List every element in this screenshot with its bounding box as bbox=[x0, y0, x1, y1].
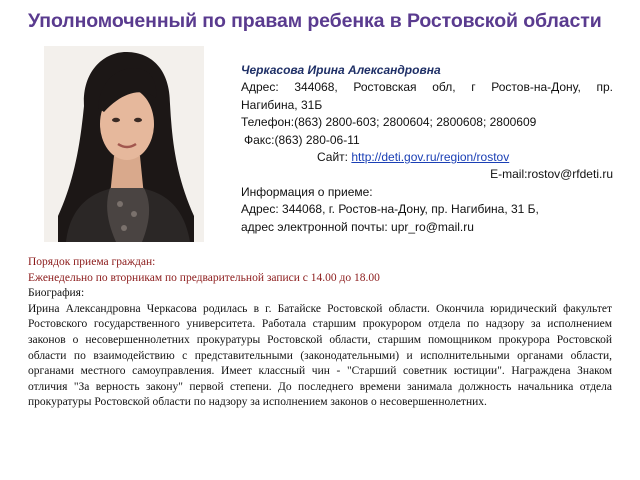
email: E-mail:rostov@rfdeti.ru bbox=[490, 167, 613, 182]
site-label: Сайт: bbox=[317, 150, 349, 165]
biography-heading: Биография: bbox=[28, 287, 85, 300]
reception-address: Адрес: 344068, г. Ростов-на-Дону, пр. Нагибина, 31 Б, bbox=[241, 202, 539, 217]
schedule-text: Еженедельно по вторникам по предварительной записи с 14.00 до 18.00 bbox=[28, 271, 380, 284]
schedule-heading: Порядок приема граждан: bbox=[28, 256, 156, 268]
site-link[interactable]: http://deti.gov.ru/region/rostov bbox=[351, 150, 510, 165]
phone: Телефон:(863) 2800-603; 2800604; 2800608; 2800609 bbox=[241, 115, 537, 130]
contact-block bbox=[241, 62, 613, 236]
address-line-2: Нагибина, 31Б bbox=[241, 97, 323, 112]
reception-email: адрес электронной почты: upr_ro@mail.ru bbox=[241, 219, 474, 234]
page-title: Уполномоченный по правам ребенка в Ростовской области bbox=[28, 10, 602, 32]
portrait-photo bbox=[44, 46, 204, 242]
site-row bbox=[241, 149, 613, 166]
info-section bbox=[28, 255, 612, 411]
fax: Факс:(863) 280-06-11 bbox=[244, 132, 360, 147]
reception-heading: Информация о приеме: bbox=[241, 184, 373, 199]
biography-text: Ирина Александровна Черкасова родилась в г. Батайске Ростовской области. Окончила юридический факультет Ростовского государственного университета. Работала старшим прокурором отдела по надзору за исполнением законов о несовершеннолетних прокуратуры Ростовской области, старшим помощником прокурора Ростовской области по взаимодействию с представительными (законодательными) и исполнительными органами области, органами местного самоуправления. Имеет классный чин - "Старший советник юстиции". Награждена Знаком отличия "За верность закону" первой степени. До последнего времени занимала должность начальника отдела прокуратуры Ростовской области по надзору за исполнением законов о несовершеннолетних. bbox=[28, 302, 612, 409]
address-line-1: Адрес: 344068, Ростовская обл, г Ростов-на-Дону, пр. bbox=[241, 80, 613, 95]
person-name: Черкасова Ирина Александровна bbox=[241, 63, 441, 77]
portrait-photo-icon bbox=[44, 46, 204, 242]
